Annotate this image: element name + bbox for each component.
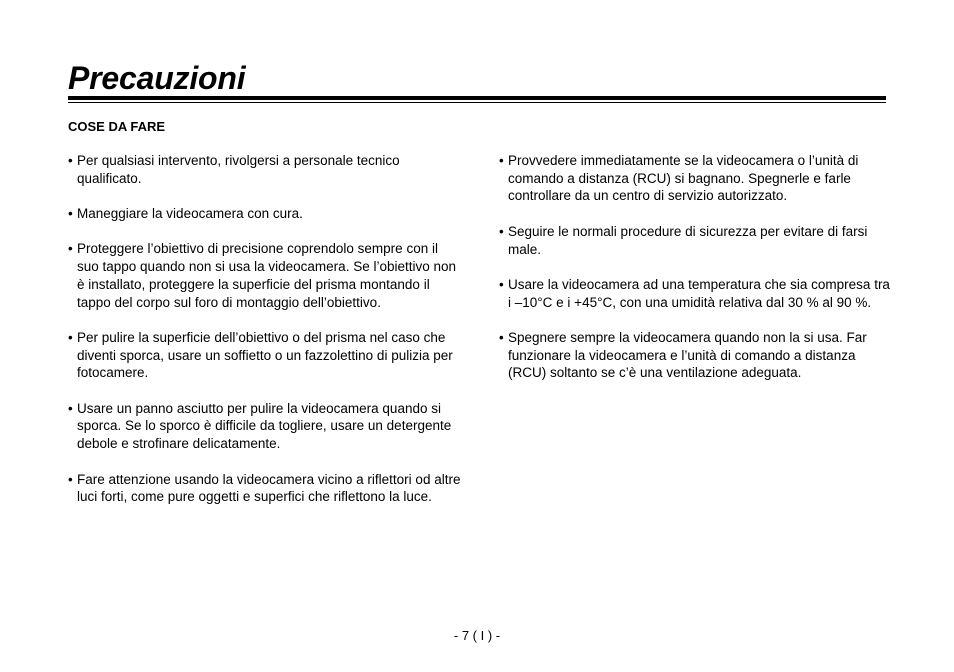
- bullet-icon: •: [68, 471, 73, 487]
- bullet-icon: •: [499, 329, 504, 345]
- page-number: - 7 ( I ) -: [453, 628, 501, 643]
- list-item-text: Maneggiare la videocamera con cura.: [77, 206, 303, 222]
- right-column-list: [499, 152, 894, 400]
- list-item-text: Per qualsiasi intervento, rivolgersi a personale tecnico qualificato.: [77, 153, 400, 186]
- list-item-text: Provvedere immediatamente se la videocamera o l’unità di comando a distanza (RCU) si bagnano. Spegnerle e farle controllare da un centro di servizio autorizzato.: [508, 153, 859, 204]
- list-item-text: Fare attenzione usando la videocamera vicino a riflettori od altre luci forti, come pure oggetti e superfici che riflettono la luce.: [77, 471, 461, 505]
- list-item: [499, 329, 894, 382]
- list-item-text: Per pulire la superficie dell’obiettivo o del prisma nel caso che diventi sporca, usare un soffietto o un fazzolettino di pulizia per fotocamere.: [77, 329, 453, 381]
- list-item-text: Seguire le normali procedure di sicurezza per evitare di farsi male.: [508, 223, 868, 257]
- bullet-icon: •: [68, 329, 73, 345]
- bullet-icon: •: [499, 153, 504, 168]
- list-item: [68, 329, 463, 382]
- list-item: [68, 205, 463, 223]
- title-rule-thick: [68, 96, 886, 100]
- bullet-icon: •: [499, 276, 504, 292]
- list-item: [499, 276, 894, 311]
- bullet-icon: •: [68, 153, 73, 168]
- list-item: [499, 152, 894, 205]
- list-item-text: Usare la videocamera ad una temperatura che sia compresa tra i –10°C e i +45°C, con una umidità relativa dal 30 % al 90 %.: [508, 276, 890, 310]
- list-item: [68, 152, 463, 187]
- section-heading: COSE DA FARE: [68, 119, 166, 134]
- list-item-text: Spegnere sempre la videocamera quando non la si usa. Far funzionare la videocamera e l’unità di comando a distanza (RCU) soltanto se c’è una ventilazione adeguata.: [508, 329, 867, 381]
- list-item-text: Usare un panno asciutto per pulire la videocamera quando si sporca. Se lo sporco è difficile da togliere, usare un detergente debole e strofinare delicatamente.: [77, 400, 452, 452]
- left-column-list: [68, 152, 463, 524]
- list-item: [68, 400, 463, 453]
- title-rule-thin: [68, 102, 886, 103]
- bullet-icon: •: [68, 241, 73, 257]
- bullet-icon: •: [68, 400, 73, 416]
- page-title: Precauzioni: [68, 60, 246, 96]
- bullet-icon: •: [68, 206, 73, 222]
- list-item: [68, 240, 463, 311]
- list-item-text: Proteggere l’obiettivo di precisione coprendolo sempre con il suo tappo quando non si usa la videocamera. Se l’obiettivo non è installato, proteggere la superficie del prisma montando il tappo del corpo sul foro di montaggio dell’obiettivo.: [77, 241, 457, 310]
- list-item: [499, 223, 894, 258]
- list-item: [68, 471, 463, 506]
- bullet-icon: •: [499, 223, 504, 239]
